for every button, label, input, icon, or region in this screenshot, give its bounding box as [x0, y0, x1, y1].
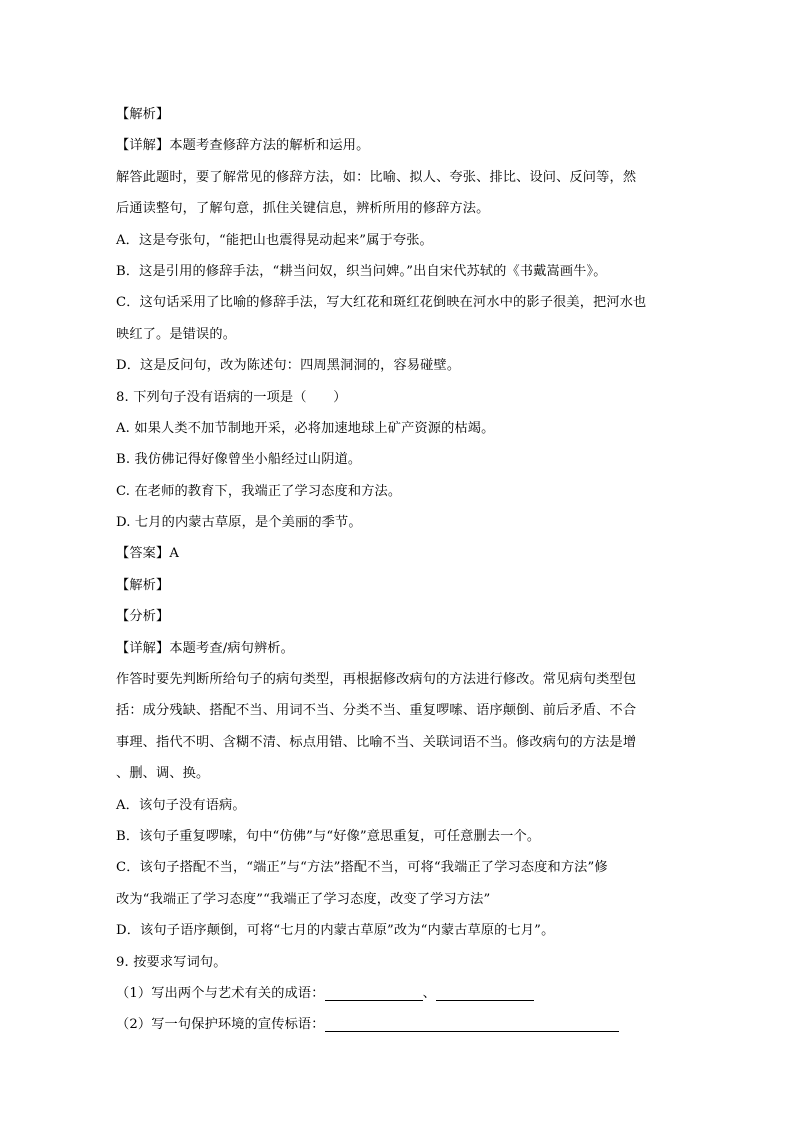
explanation-a: A．该句子没有语病。 — [116, 797, 246, 813]
question-9: 9. 按要求写词句。 — [116, 954, 227, 970]
paragraph-line: 括：成分残缺、搭配不当、用词不当、分类不当、重复啰嗦、语序颠倒、前后矛盾、不合 — [116, 703, 637, 719]
answer-line: 【答案】A — [116, 546, 180, 562]
paragraph-line: 作答时要先判断所给句子的病句类型，再根据修改病句的方法进行修改。常见病句类型包 — [116, 672, 637, 688]
question-8-option-b: B. 我仿佛记得好像曾坐小船经过山阴道。 — [116, 452, 362, 468]
blank-separator: 、 — [422, 985, 436, 1001]
option-explanation-d: D．这是反问句，改为陈述句：四周黑洞洞的，容易碰壁。 — [116, 358, 461, 374]
answer-blank-1[interactable] — [325, 999, 423, 1001]
question-8-option-d: D. 七月的内蒙古草原，是个美丽的季节。 — [116, 515, 362, 531]
explanation-b: B．该句子重复啰嗦，句中“仿佛”与“好像”意思重复，可任意删去一个。 — [116, 828, 541, 844]
detail-line: 【详解】本题考查修辞方法的解析和运用。 — [116, 138, 370, 154]
paragraph-line: 后通读整句，了解句意，抓住关键信息，辨析所用的修辞方法。 — [116, 201, 490, 217]
question-9-part-2 — [116, 1009, 676, 1040]
answer-blank-3[interactable] — [325, 1030, 619, 1032]
option-explanation-a: A．这是夸张句，“能把山也震得晃动起来”属于夸张。 — [116, 232, 433, 248]
explanation-c-cont: 改为“我端正了学习态度”“我端正了学习态度，改变了学习方法” — [116, 891, 491, 907]
explanation-d: D．该句子语序颠倒，可将“七月的内蒙古草原”改为“内蒙古草原的七月”。 — [116, 923, 555, 939]
question-8-option-a: A. 如果人类不加节制地开采，必将加速地球上矿产资源的枯竭。 — [116, 420, 495, 436]
document-content — [116, 99, 676, 1041]
section-heading-breakdown: 【分析】 — [116, 609, 170, 625]
answer-blank-2[interactable] — [436, 999, 534, 1001]
paragraph-line: 解答此题时，要了解常见的修辞方法，如：比喻、拟人、夸张、排比、设问、反问等，然 — [116, 169, 637, 185]
question-9-part-2-prompt: （2）写一句保护环境的宣传标语： — [116, 1017, 325, 1033]
question-9-part-1 — [116, 978, 676, 1009]
question-8: 8. 下列句子没有语病的一项是（ ） — [116, 389, 347, 405]
section-heading-analysis: 【解析】 — [116, 107, 170, 122]
question-8-option-c: C. 在老师的教育下，我端正了学习态度和方法。 — [116, 483, 402, 499]
option-explanation-c: C．这句话采用了比喻的修辞手法，写大红花和斑红花倒映在河水中的影子很美，把河水也 — [116, 295, 647, 311]
detail-line: 【详解】本题考查/病句辨析。 — [116, 640, 294, 656]
question-9-part-1-prompt: （1）写出两个与艺术有关的成语： — [116, 985, 325, 1001]
section-heading-analysis: 【解析】 — [116, 577, 170, 593]
explanation-c: C．该句子搭配不当，“端正”与“方法”搭配不当，可将“我端正了学习态度和方法”修 — [116, 860, 608, 876]
option-explanation-c-cont: 映红了。是错误的。 — [116, 326, 237, 342]
paragraph-line: 、删、调、换。 — [116, 766, 210, 782]
paragraph-line: 事理、指代不明、含糊不清、标点用错、比喻不当、关联词语不当。修改病句的方法是增 — [116, 734, 637, 750]
option-explanation-b: B．这是引用的修辞手法，“耕当问奴，织当问婢。”出自宋代苏轼的《书戴嵩画牛》。 — [116, 263, 607, 279]
